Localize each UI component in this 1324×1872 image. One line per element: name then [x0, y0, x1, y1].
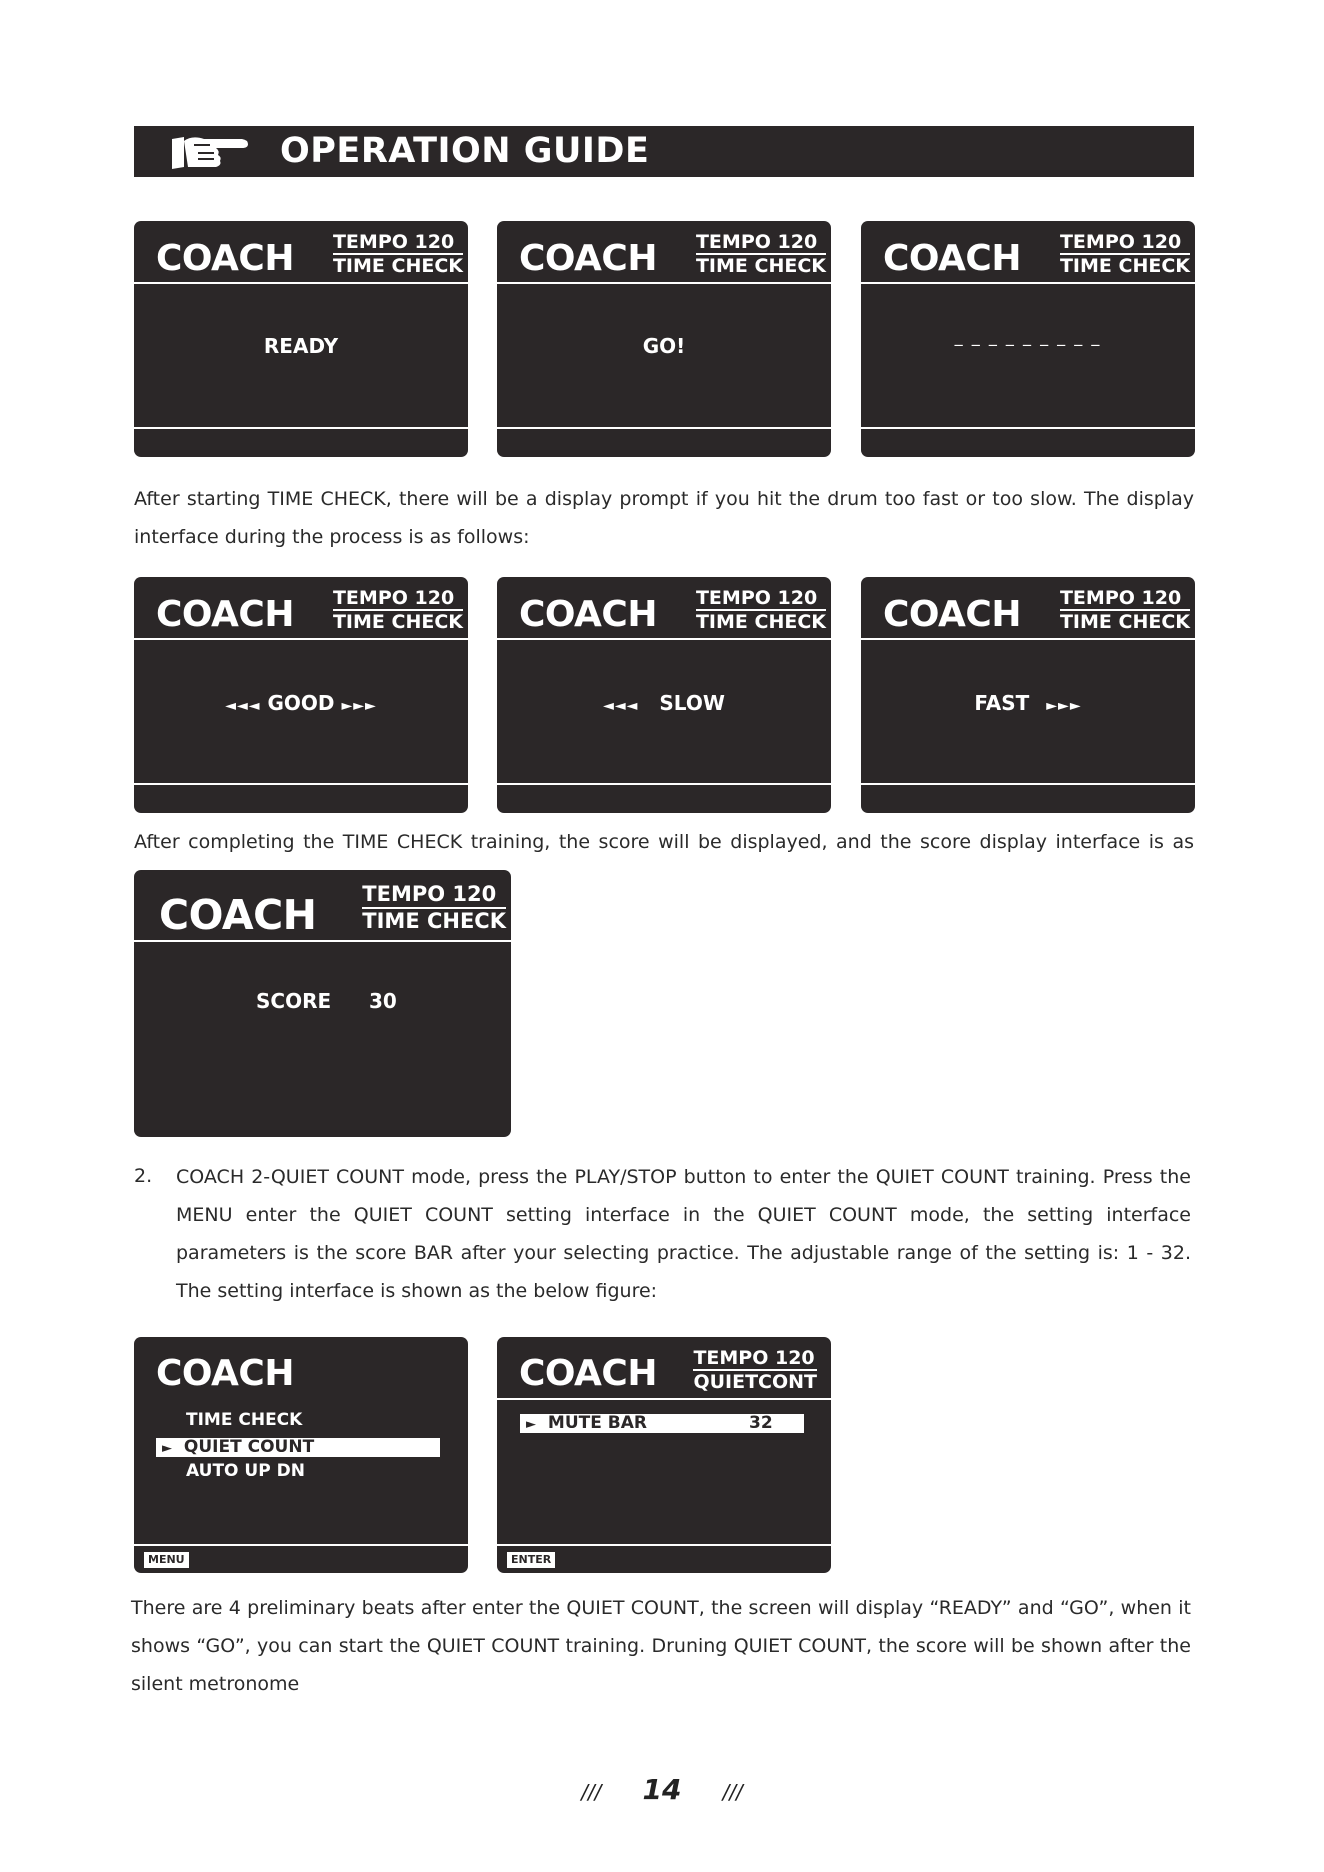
left-arrows-icon: ◄◄◄ [225, 698, 261, 714]
lcd-tempo: TEMPO 120 [333, 587, 463, 611]
selection-arrow-icon: ► [526, 1417, 536, 1432]
lcd-tempo: TEMPO 120 [1060, 231, 1190, 255]
lcd-tempo: TEMPO 120 [1060, 587, 1190, 611]
lcd-divider [134, 940, 511, 942]
lcd-good [134, 577, 468, 813]
lcd-slow-text: SLOW [659, 691, 725, 715]
lcd-tempo-block [693, 1347, 817, 1393]
lcd-divider [497, 638, 831, 640]
lcd-divider [861, 783, 1195, 785]
paragraph-quiet-count: COACH 2-QUIET COUNT mode, press the PLAY/STOP button to enter the QUIET COUNT training. Press the MENU enter the QUIET COUNT setting interface in the QUIET COUNT mode, the setting interface parameters is the score BAR after your selecting practice. The adjustable range of the setting is: 1 - 32. The setting interface is shown as the below figure: [176, 1166, 1191, 1302]
enter-tag: ENTER [507, 1552, 555, 1568]
lcd-mode: TIME CHECK [695, 255, 826, 277]
lcd-tempo-block [1060, 231, 1190, 277]
lcd-good-row [134, 691, 468, 715]
lcd-divider [861, 427, 1195, 429]
lcd-mode: TIME CHECK [362, 909, 506, 933]
lcd-divider [861, 638, 1195, 640]
lcd-slow [497, 577, 831, 813]
lcd-tempo-block [362, 882, 506, 934]
lcd-divider [134, 783, 468, 785]
lcd-tempo: TEMPO 120 [696, 587, 826, 611]
lcd-fast-row [861, 691, 1195, 715]
lcd-tempo: TEMPO 120 [696, 231, 826, 255]
list-number: 2. [134, 1165, 153, 1187]
pointing-hand-icon [164, 131, 254, 173]
lcd-mode: TIME CHECK [1059, 255, 1190, 277]
lcd-divider [497, 783, 831, 785]
page-footer [0, 1773, 1324, 1806]
lcd-coach-label: COACH [519, 1353, 657, 1394]
score-label: SCORE [256, 989, 332, 1013]
selection-arrow-icon: ► [162, 1441, 172, 1456]
menu-item-label: QUIET COUNT [183, 1437, 315, 1457]
lcd-tempo: TEMPO 120 [693, 1347, 817, 1371]
footer-slashes-right: /// [722, 1780, 743, 1804]
score-value: 30 [369, 989, 397, 1013]
lcd-mode: TIME CHECK [1059, 611, 1190, 633]
menu-tag: MENU [144, 1552, 189, 1568]
lcd-fast-text: FAST [974, 691, 1030, 715]
lcd-coach-label: COACH [883, 594, 1021, 635]
setting-label: MUTE BAR [547, 1413, 647, 1433]
paragraph-score-display: After completing the TIME CHECK training, the score will be displayed, and the score display interface is as [134, 831, 1194, 853]
lcd-tempo: TEMPO 120 [333, 231, 463, 255]
lcd-divider [497, 427, 831, 429]
lcd-quiet-count [497, 1337, 831, 1573]
lcd-tempo-block [333, 231, 463, 277]
menu-item-quiet-count[interactable] [156, 1438, 440, 1457]
lcd-coach-label: COACH [156, 238, 294, 279]
lcd-divider [497, 1544, 831, 1546]
lcd-ready-text: READY [263, 334, 339, 358]
lcd-divider [497, 1398, 831, 1400]
lcd-mode: TIME CHECK [332, 611, 463, 633]
lcd-score [134, 870, 511, 1137]
lcd-coach-label: COACH [519, 594, 657, 635]
lcd-coach-label: COACH [156, 594, 294, 635]
paragraph-time-check-prompt: After starting TIME CHECK, there will be a display prompt if you hit the drum too fast or too slow. The display interface during the process is as follows: [134, 488, 1194, 548]
lcd-mode: TIME CHECK [332, 255, 463, 277]
lcd-tempo-block [333, 587, 463, 633]
lcd-coach-label: COACH [159, 891, 317, 939]
lcd-divider [134, 1544, 468, 1546]
lcd-tempo-block [1060, 587, 1190, 633]
lcd-divider [134, 638, 468, 640]
lcd-good-text: GOOD [267, 691, 335, 715]
lcd-divider [134, 427, 468, 429]
mute-bar-setting[interactable] [520, 1414, 804, 1433]
lcd-dashes-text: _ _ _ _ _ _ _ _ _ [954, 327, 1102, 346]
lcd-divider [861, 282, 1195, 284]
lcd-ready [134, 221, 468, 457]
section-banner [134, 126, 1194, 177]
right-arrows-icon: ►►► [341, 698, 377, 714]
menu-item-auto-up-dn[interactable]: AUTO UP DN [186, 1461, 305, 1481]
lcd-coach-label: COACH [519, 238, 657, 279]
lcd-divider [134, 282, 468, 284]
lcd-mode: TIME CHECK [695, 611, 826, 633]
setting-value: 32 [749, 1413, 773, 1433]
menu-item-time-check[interactable]: TIME CHECK [186, 1410, 303, 1430]
right-arrows-icon: ►►► [1046, 698, 1082, 714]
paragraph-preliminary-beats: There are 4 preliminary beats after enter the QUIET COUNT, the screen will display “READY” and “GO”, when it shows “GO”, you can start the QUIET COUNT training. Druning QUIET COUNT, the score will be shown after the silent metronome [131, 1597, 1191, 1695]
lcd-coach-label: COACH [883, 238, 1021, 279]
lcd-go-text: GO! [642, 334, 686, 358]
page-title: OPERATION GUIDE [280, 131, 650, 171]
lcd-tempo: TEMPO 120 [362, 882, 506, 909]
lcd-slow-row [497, 691, 831, 715]
lcd-coach-label: COACH [156, 1353, 294, 1394]
lcd-divider [497, 282, 831, 284]
lcd-mode: QUIETCONT [693, 1371, 817, 1393]
lcd-go [497, 221, 831, 457]
page-number: 14 [642, 1773, 682, 1806]
lcd-dashes [861, 221, 1195, 457]
lcd-menu [134, 1337, 468, 1573]
lcd-tempo-block [696, 587, 826, 633]
footer-slashes-left: /// [581, 1780, 602, 1804]
lcd-tempo-block [696, 231, 826, 277]
lcd-fast [861, 577, 1195, 813]
left-arrows-icon: ◄◄◄ [603, 698, 639, 714]
